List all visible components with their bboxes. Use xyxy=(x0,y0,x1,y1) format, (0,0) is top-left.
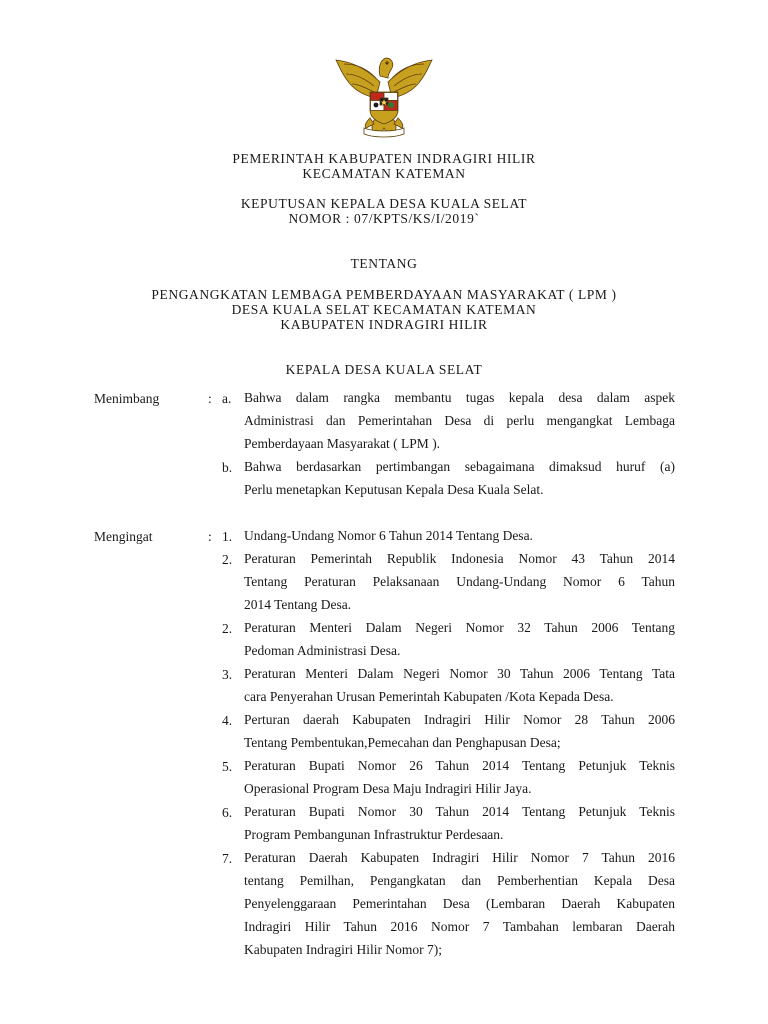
decree-subject-line3: KABUPATEN INDRAGIRI HILIR xyxy=(280,317,488,332)
decree-about: TENTANG xyxy=(350,256,418,271)
text-line: Tentang Pembentukan,Pemecahan dan Penghapusan Desa; xyxy=(244,735,561,750)
mengingat-marker: 4. xyxy=(222,713,233,728)
text-line: Penyelenggaraan Pemerintahan Desa (Lembaran Daerah Kabupaten xyxy=(244,896,675,911)
header-district: KECAMATAN KATEMAN xyxy=(302,166,466,181)
text-line: Tentang Peraturan Pelaksanaan Undang-Undang Nomor 6 Tahun xyxy=(244,574,675,589)
text-line: Undang-Undang Nomor 6 Tahun 2014 Tentang Desa. xyxy=(244,528,533,543)
text-line: Peraturan Pemerintah Republik Indonesia Nomor 43 Tahun 2014 xyxy=(244,551,675,566)
mengingat-marker: 5. xyxy=(222,759,233,774)
mengingat-colon: : xyxy=(208,529,212,544)
text-line: Perlu menetapkan Keputusan Kepala Desa Kuala Selat. xyxy=(244,482,544,497)
mengingat-marker: 2. xyxy=(222,621,233,636)
mengingat-marker: 1. xyxy=(222,529,233,544)
text-line: Program Pembangunan Infrastruktur Perdesaan. xyxy=(244,827,504,842)
text-line: Bahwa berdasarkan pertimbangan sebagaimana dimaksud huruf (a) xyxy=(244,459,675,474)
menimbang-item xyxy=(244,455,675,501)
text-line: Kabupaten Indragiri Hilir Nomor 7); xyxy=(244,942,442,957)
mengingat-label: Mengingat xyxy=(94,529,153,544)
mengingat-item xyxy=(244,708,675,754)
menimbang-marker: a. xyxy=(222,391,232,406)
mengingat-item xyxy=(244,846,675,961)
mengingat-marker: 2. xyxy=(222,552,233,567)
text-line: cara Penyerahan Urusan Pemerintah Kabupaten /Kota Kepada Desa. xyxy=(244,689,614,704)
text-line: Pemberdayaan Masyarakat ( LPM ). xyxy=(244,436,441,451)
decree-number: NOMOR : 07/KPTS/KS/I/2019` xyxy=(288,211,480,226)
issuer-title: KEPALA DESA KUALA SELAT xyxy=(285,362,483,377)
text-line: Peraturan Menteri Dalam Negeri Nomor 30 Tahun 2006 Tentang Tata xyxy=(244,666,675,681)
mengingat-item xyxy=(244,800,675,846)
menimbang-item xyxy=(244,386,675,455)
garuda-emblem-icon xyxy=(330,48,438,140)
text-line: Perturan daerah Kabupaten Indragiri Hilir Nomor 28 Tahun 2006 xyxy=(244,712,675,727)
text-line: Indragiri Hilir Tahun 2016 Nomor 7 Tambahan lembaran Daerah xyxy=(244,919,675,934)
text-line: Bahwa dalam rangka membantu tugas kepala desa dalam aspek xyxy=(244,390,675,405)
text-line: Peraturan Daerah Kabupaten Indragiri Hilir Nomor 7 Tahun 2016 xyxy=(244,850,675,865)
text-line: Peraturan Menteri Dalam Negeri Nomor 32 Tahun 2006 Tentang xyxy=(244,620,675,635)
header-government: PEMERINTAH KABUPATEN INDRAGIRI HILIR xyxy=(232,151,536,166)
mengingat-item xyxy=(244,662,675,708)
mengingat-marker: 6. xyxy=(222,805,233,820)
mengingat-item xyxy=(244,616,675,662)
mengingat-item xyxy=(244,754,675,800)
menimbang-marker: b. xyxy=(222,460,233,475)
mengingat-item xyxy=(244,524,675,547)
decree-subject-line1: PENGANGKATAN LEMBAGA PEMBERDAYAAN MASYARAKAT ( LPM ) xyxy=(151,287,617,302)
text-line: Pedoman Administrasi Desa. xyxy=(244,643,401,658)
menimbang-label: Menimbang xyxy=(94,391,160,406)
text-line: Operasional Program Desa Maju Indragiri Hilir Jaya. xyxy=(244,781,532,796)
text-line: Peraturan Bupati Nomor 30 Tahun 2014 Tentang Petunjuk Teknis xyxy=(244,804,675,819)
text-line: 2014 Tentang Desa. xyxy=(244,597,352,612)
decree-subject-line2: DESA KUALA SELAT KECAMATAN KATEMAN xyxy=(231,302,537,317)
text-line: tentang Pemilhan, Pengangkatan dan Pemberhentian Kepala Desa xyxy=(244,873,675,888)
mengingat-item xyxy=(244,547,675,616)
mengingat-marker: 3. xyxy=(222,667,233,682)
mengingat-marker: 7. xyxy=(222,851,233,866)
menimbang-colon: : xyxy=(208,391,212,406)
decree-title: KEPUTUSAN KEPALA DESA KUALA SELAT xyxy=(240,196,528,211)
text-line: Peraturan Bupati Nomor 26 Tahun 2014 Tentang Petunjuk Teknis xyxy=(244,758,675,773)
text-line: Administrasi dan Pemerintahan Desa di perlu mengangkat Lembaga xyxy=(244,413,675,428)
